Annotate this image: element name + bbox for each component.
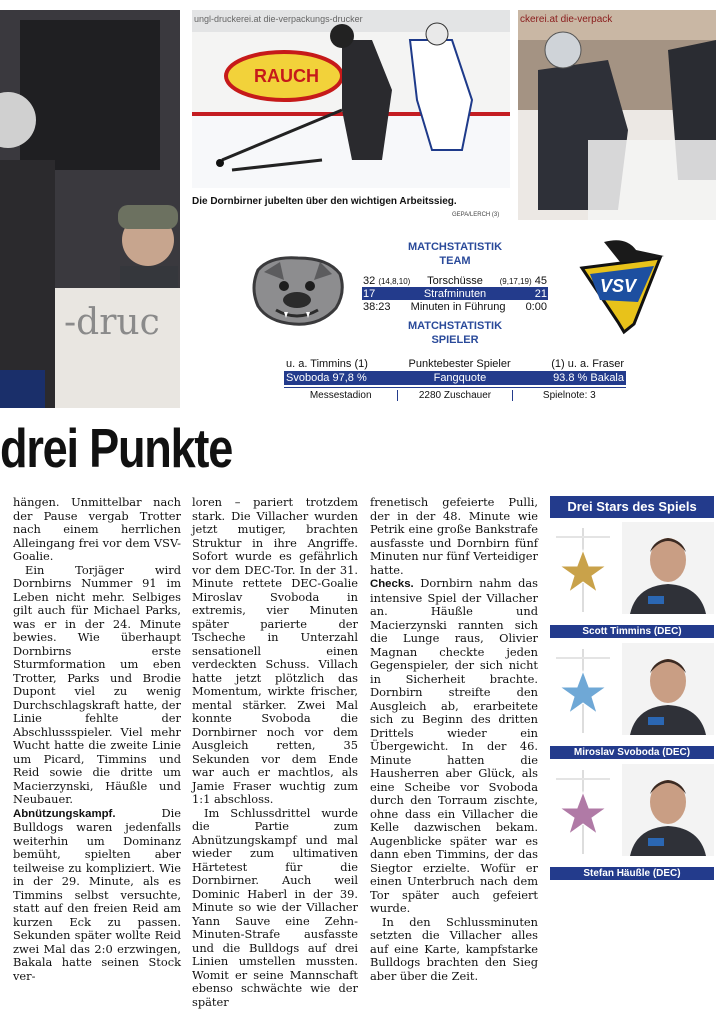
venue-spectators: 2280 Zuschauer — [397, 390, 511, 401]
rauch-brand-text: RAUCH — [254, 66, 319, 87]
team-stat-label: Torschüsse — [427, 275, 483, 287]
team-stat-right-value: 0:00 — [526, 301, 547, 313]
player-stat-left: u. a. Timmins (1) — [286, 358, 368, 370]
team-stat-right-value: 21 — [535, 288, 547, 300]
team-stat-left-value: 17 — [363, 288, 375, 300]
team-stat-right — [535, 288, 547, 300]
player-stat-right: 93.8 % Bakala — [553, 372, 624, 384]
three-stars-box — [550, 496, 714, 881]
player-portrait — [622, 643, 714, 735]
banner-top-text: ungl-druckerei.at die-verpackungs-drucker — [194, 14, 363, 24]
team-stat-row — [362, 300, 548, 313]
star-icon — [556, 649, 610, 733]
star-player-name: Miroslav Svoboda (DEC) — [550, 746, 714, 759]
team-stat-right-value: 45 — [535, 275, 547, 287]
article-paragraph — [370, 496, 538, 577]
photo-credit: GEPA/LERCH (3) — [452, 212, 499, 218]
paragraph-lead: Abnützungskampf. — [13, 808, 116, 820]
paragraph-text: In den Schlussminuten setzten die Villacher alles auf eine Karte, kampfstarke Bulldogs brachten den Sieg aber über die Zeit. — [370, 915, 538, 983]
star-entry — [550, 518, 714, 639]
article-paragraph — [370, 916, 538, 984]
star-player-name: Stefan Häußle (DEC) — [550, 867, 714, 880]
player-stat-row — [284, 371, 626, 385]
player-stat-label: Fangquote — [434, 372, 487, 384]
venue-grade: Spielnote: 3 — [512, 390, 626, 401]
paragraph-text: Ein Torjäger wird Dornbirns Nummer 91 im Leben nicht mehr. Selbiges gilt auch für Michael Parks, was er in der 24. Minute bewies. Wie überhaupt Dornbirns erste Sturmformation um eben Trotter, Parks und Brodie Dupont viel zu wenig Durchschlagskraft hatte, der Linie fehlte der Abschlussspieler. Viel mehr Wucht hatte die zweite Linie um Picard, Timmins und Reid sowie die dritte um Macierzynski, Häußle und Neubauer. — [13, 563, 181, 807]
team-stat-left — [363, 301, 391, 313]
team-stats-heading: MATCHSTATISTIK TEAM — [284, 240, 626, 268]
player-stats-heading: MATCHSTATISTIK SPIELER — [284, 319, 626, 347]
three-stars-title: Drei Stars des Spiels — [550, 496, 714, 518]
article-paragraph — [192, 807, 358, 1009]
article-paragraph — [13, 496, 181, 564]
team-stat-right — [526, 301, 547, 313]
team-stat-row — [362, 274, 548, 287]
star-entry — [550, 639, 714, 760]
team-stat-left — [363, 288, 375, 300]
article-paragraph — [370, 577, 538, 916]
player-portrait — [622, 522, 714, 614]
banner-text: -druc — [64, 302, 160, 343]
player-portrait — [622, 764, 714, 856]
player-stat-row — [284, 357, 626, 371]
venue-info — [284, 387, 626, 401]
article-column-2 — [192, 496, 358, 1009]
star-icon — [556, 528, 610, 612]
star-icon — [556, 770, 610, 854]
paragraph-text: Im Schlussdrittel wurde die Partie zum Abnützungskampf und mal wieder zum ultimativen Härtetest für die Dornbirner. Auch weil Dominic Haberl in der 39. Minute so wie der Villacher Yann Sauve eine Zehn-Minuten-Strafe ausfasste und die Bulldogs auf drei Linien umstellen mussten. Womit er seine Mannschaft ebenso schwächte wie der später — [192, 806, 358, 1009]
team-stats-table — [362, 274, 548, 313]
article-paragraph — [13, 807, 181, 984]
photo-caption: Die Dornbirner jubelten über den wichtigen Arbeitssieg. — [192, 196, 510, 207]
paragraph-lead: Checks. — [370, 578, 414, 590]
star-entry — [550, 760, 714, 881]
team-stat-right-detail: (9,17,19) — [500, 277, 532, 286]
player-stat-right: (1) u. a. Fraser — [551, 358, 624, 370]
venue-stadium: Messestadion — [284, 390, 397, 401]
banner-top-text: ckerei.at die-verpack — [520, 14, 612, 25]
team-stat-left-detail: (14,8,10) — [378, 277, 410, 286]
star-player-name: Scott Timmins (DEC) — [550, 625, 714, 638]
headline: drei Punkte — [0, 418, 410, 478]
article-column-3 — [370, 496, 538, 983]
paragraph-text: Dornbirn nahm das intensive Spiel der Villacher an. Häußle und Macierzynski rannten sich die Lunge raus, Olivier Magnan checkte jeden Gegenspieler, der sich nicht in Sicherheit brachte. Dornbirn streifte den Ausgleich ab, erarbeitete sich zu Beginn des dritten Drittels wieder ein Übergewicht. In der 46. Minute hatten die Hausherren aber Glück, als eine Scheibe vor Svoboda durch den Torraum zischte, ohne dass ein Villacher die Kelle dazwischen bekam. Augenblicke später war es dann eben Timmins, der das Siegtor erzielte. Wofür er einen Unterbruch nach dem Tor später auch gefeiert wurde. — [370, 576, 538, 915]
paragraph-text: loren – pariert trotzdem stark. Die Villacher wurden jetzt mutiger, brachten Struktur in ihre Angriffe. Sofort wurde es gefährlich vor dem DEC-Tor. In der 31. Minute rettete DEC-Goalie Miroslav Svoboda in extremis, vier Minuten später parierte der Tscheche in Unterzahl sensationell einen verdeckten Schuss. Villach hatte jetzt plötzlich das Momentum, wirkte frischer, mental stärker. Zwei Mal konnte Svoboda die Dornbirner noch vor dem Ausgleich retten, 35 Sekunden vor dem Ende war auch er machtlos, als Jamie Fraser wuchtig zum 1:1 abschloss. — [192, 495, 358, 806]
team-stat-left-value: 32 — [363, 275, 375, 287]
player-stat-label: Punktebester Spieler — [409, 358, 511, 370]
player-stat-left: Svoboda 97,8 % — [286, 372, 367, 384]
article-paragraph — [13, 564, 181, 807]
photo-fans — [0, 10, 180, 408]
team-stat-row — [362, 287, 548, 300]
team-stat-right — [500, 275, 547, 287]
player-stats-table — [284, 357, 626, 385]
article-column-1 — [13, 496, 181, 983]
photo-goalie — [518, 10, 716, 220]
team-stat-left-value: 38:23 — [363, 301, 391, 313]
team-stat-left — [363, 275, 410, 287]
team-stat-label: Strafminuten — [424, 288, 486, 300]
team-stat-label: Minuten in Führung — [411, 301, 506, 313]
paragraph-text: Die Bulldogs waren jedenfalls weiterhin um Dominanz bemüht, spielten aber teilweise zu kompliziert. Wie in der 29. Minute, als es Timmins selbst versuchte, statt auf den freien Reid am kurzen Eck zu passen. Sekunden später wollte Reid zwei Mal das 2:0 erzwingen, Bakala hatte seinen Stock ver- — [13, 806, 181, 983]
paragraph-text: frenetisch gefeierte Pulli, der in der 48. Minute wie Petrik eine große Bankstrafe ausfasste und Dornbirn fünf Minuten nur fünf Verteidiger hatte. — [370, 495, 538, 577]
paragraph-text: hängen. Unmittelbar nach der Pause vergab Trotter nach einem herrlichen Alleingang frei vor dem VSV-Goalie. — [13, 495, 181, 563]
photo-game-action — [192, 10, 510, 188]
match-statistics — [284, 240, 626, 401]
article-paragraph — [192, 496, 358, 807]
vsv-logo-text: VSV — [600, 276, 636, 297]
